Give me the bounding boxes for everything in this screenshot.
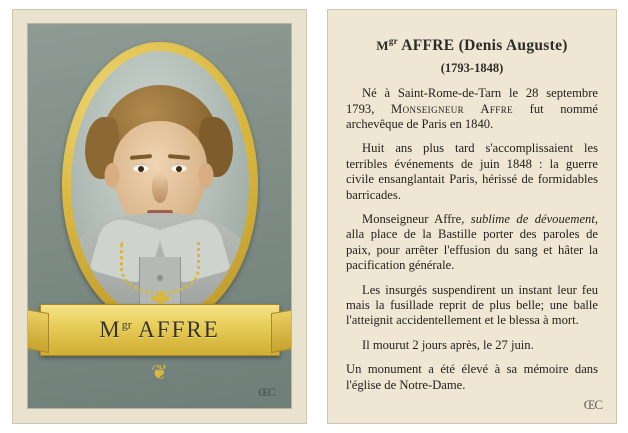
portrait-panel	[27, 23, 292, 409]
pupil-right-shape	[176, 166, 182, 172]
p3-run-italic: sublime de dévouement	[470, 212, 595, 226]
paragraph-3	[346, 212, 598, 274]
ear-left-shape	[104, 163, 119, 188]
nose-shape	[152, 173, 168, 203]
p1-run-a: Né à Saint-Rome-de-Tarn le 28 septembre 1793,	[346, 86, 598, 116]
pupil-left-shape	[138, 166, 144, 172]
banner-name-superscript: gr	[121, 317, 132, 332]
title-surname: AFFRE	[401, 37, 455, 55]
banner-surname: AFFRE	[138, 317, 220, 342]
paragraph-1	[346, 86, 598, 132]
paragraph-2: Huit ans plus tard s'accomplissaient les terribles événements de juin 1848 : la guerre civile ensanglantait Paris, hérissé de formidables barricades.	[346, 141, 598, 202]
title-prefix-superscript: gr	[388, 36, 398, 46]
portrait-image	[71, 51, 249, 319]
title-prefix: M	[376, 38, 389, 54]
ear-right-shape	[198, 163, 213, 188]
paragraph-5: Il mourut 2 jours après, le 27 juin.	[362, 337, 534, 352]
p3-run-a: Monseigneur Affre,	[362, 212, 471, 226]
fleuron-ornament-icon: ❦	[151, 362, 168, 384]
title-given-names: (Denis Auguste)	[458, 37, 568, 55]
paragraph-4: Les insurgés suspendirent un instant leur feu mais la fusillade reprit de plus belle; une balle l'atteignit accidentellement et le blessa à mort.	[346, 282, 598, 328]
biography-text	[346, 86, 598, 393]
banner-left-tail	[27, 309, 49, 353]
banner-right-tail	[271, 309, 293, 353]
pectoral-chain-shape	[120, 242, 200, 295]
publisher-monogram-left: ŒC	[258, 385, 275, 399]
name-banner	[40, 304, 280, 356]
paragraph-6: Un monument a été élevé à sa mémoire dans l'église de Notre-Dame.	[346, 362, 598, 392]
holy-card-text	[327, 9, 617, 424]
banner-name: M	[99, 317, 122, 342]
page-title	[346, 36, 598, 55]
p1-run-c: fut nommé archevêque de Paris en 1840.	[346, 101, 599, 131]
banner-text	[99, 317, 220, 343]
holy-card-portrait	[12, 9, 307, 424]
gold-oval-frame	[62, 42, 258, 328]
life-dates: (1793-1848)	[440, 61, 504, 76]
publisher-monogram-right: ŒC	[583, 397, 602, 412]
p1-run-smallcaps: Monseigneur Affre	[390, 101, 513, 116]
p3-run-c: , alla place de la Bastille porter des paroles de paix, pour arrêter l'effusion du sang et hâter la pacification générale.	[346, 212, 598, 273]
